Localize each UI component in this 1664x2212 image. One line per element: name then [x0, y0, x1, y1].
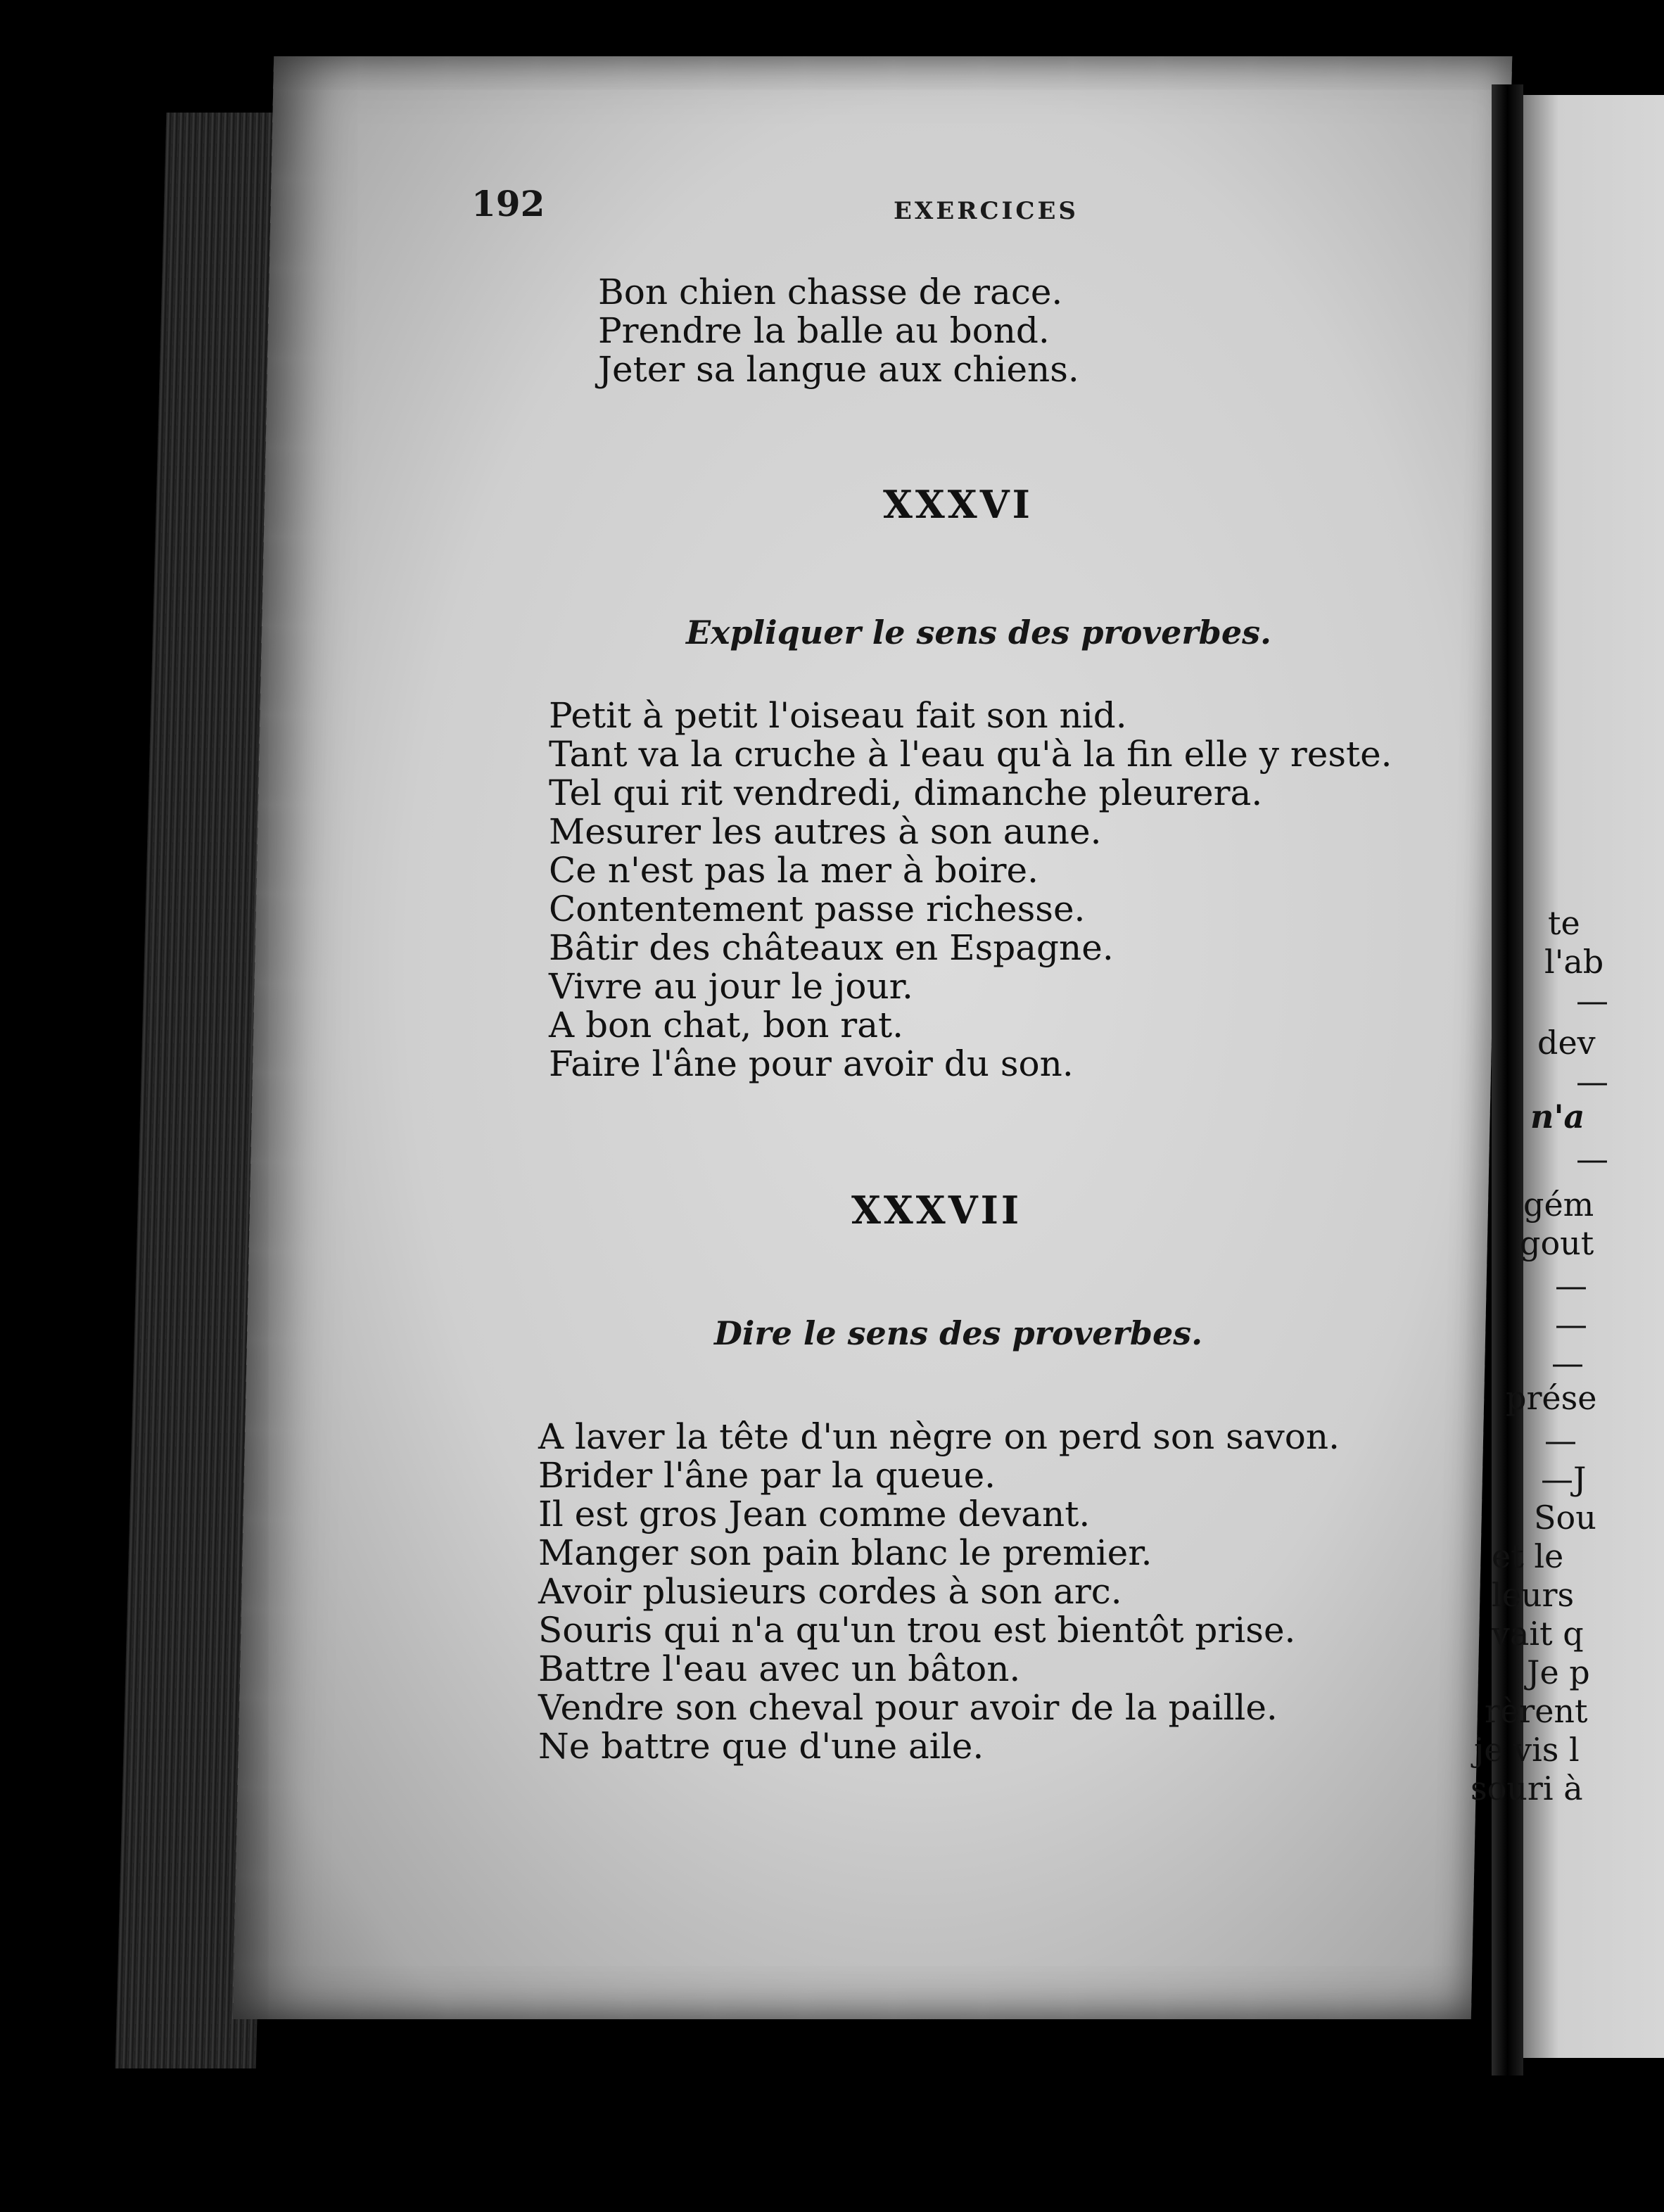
proverb-line: Battre l'eau avec un bâton.	[538, 1648, 1021, 1689]
facing-fragment: Je p	[1527, 1653, 1590, 1691]
intro-lines	[598, 273, 1079, 389]
proverb-line: A laver la tête d'un nègre on perd son savon.	[538, 1416, 1340, 1457]
proverb-line: Vivre au jour le jour.	[549, 966, 913, 1007]
facing-fragment: l'ab	[1544, 943, 1604, 981]
facing-fragment: —	[1576, 1140, 1608, 1178]
facing-fragment: Sou	[1534, 1499, 1596, 1537]
facing-fragment: gout	[1520, 1224, 1594, 1262]
facing-fragment: —	[1544, 1421, 1577, 1459]
facing-fragment: dev	[1537, 1024, 1596, 1062]
proverb-line: Bon chien chasse de race.	[598, 272, 1063, 312]
facing-fragment: n'a	[1530, 1098, 1585, 1136]
facing-fragment: —	[1551, 1344, 1584, 1382]
proverb-line: Tant va la cruche à l'eau qu'à la fin elle y reste.	[549, 734, 1392, 775]
proverb-line: A bon chat, bon rat.	[549, 1005, 904, 1045]
proverb-line: Souris qui n'a qu'un trou est bientôt prise.	[538, 1610, 1296, 1651]
page-header	[471, 183, 1421, 239]
facing-fragment: rèrent	[1485, 1692, 1588, 1730]
section-instruction-xxxvii: Dire le sens des proverbes.	[714, 1314, 1203, 1352]
facing-fragment: gém	[1523, 1186, 1594, 1223]
facing-fragment: vait q	[1492, 1615, 1584, 1653]
facing-fragment: —	[1555, 1266, 1587, 1304]
proverb-line: Il est gros Jean comme devant.	[538, 1494, 1091, 1534]
facing-fragment: —	[1555, 1305, 1587, 1343]
proverb-line: Prendre la balle au bond.	[598, 310, 1050, 351]
proverb-line: Petit à petit l'oiseau fait son nid.	[549, 695, 1127, 736]
facing-fragment: souri à	[1471, 1769, 1583, 1807]
page-number: 192	[471, 183, 545, 224]
facing-fragment: te	[1548, 904, 1580, 942]
section-instruction-xxxvi: Expliquer le sens des proverbes.	[686, 614, 1271, 651]
proverb-line: Ne battre que d'une aile.	[538, 1726, 984, 1767]
facing-fragment: —J	[1541, 1460, 1587, 1498]
section-title-xxxvi: XXXVI	[883, 482, 1033, 527]
section-title-xxxvii: XXXVII	[851, 1188, 1022, 1233]
proverb-line: Brider l'âne par la queue.	[538, 1455, 996, 1496]
facing-fragment: —	[1576, 1062, 1608, 1100]
proverb-list-xxxvi	[549, 697, 1392, 1083]
facing-fragment: et le	[1492, 1537, 1564, 1575]
proverb-line: Bâtir des châteaux en Espagne.	[549, 927, 1114, 968]
proverb-line: Manger son pain blanc le premier.	[538, 1532, 1152, 1573]
proverb-line: Faire l'âne pour avoir du son.	[549, 1043, 1074, 1084]
proverb-line: Ce n'est pas la mer à boire.	[549, 850, 1039, 891]
running-head: EXERCICES	[894, 197, 1079, 225]
facing-fragment: leurs	[1492, 1576, 1575, 1614]
facing-fragment: —	[1576, 981, 1608, 1019]
proverb-line: Tel qui rit vendredi, dimanche pleurera.	[549, 773, 1263, 813]
proverb-line: Jeter sa langue aux chiens.	[598, 349, 1079, 390]
proverb-line: Vendre son cheval pour avoir de la paille.	[538, 1687, 1278, 1728]
proverb-line: Mesurer les autres à son aune.	[549, 811, 1102, 852]
proverb-line: Avoir plusieurs cordes à son arc.	[538, 1571, 1122, 1612]
facing-fragment: prése	[1506, 1379, 1597, 1417]
facing-fragment: je vis l	[1474, 1731, 1580, 1769]
proverb-list-xxxvii	[538, 1418, 1340, 1766]
proverb-line: Contentement passe richesse.	[549, 889, 1086, 929]
